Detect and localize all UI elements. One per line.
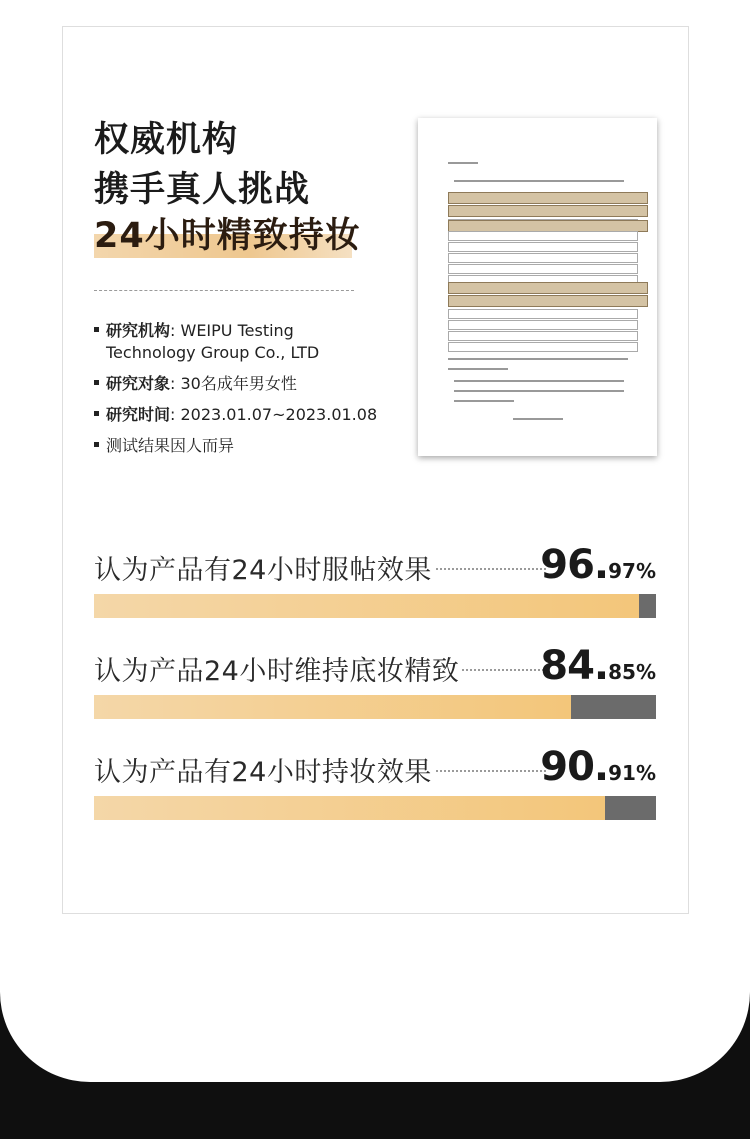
stat-label: 认为产品24小时维持底妆精致 [94,656,460,687]
bullet-icon [94,411,99,416]
study-note: 测试结果因人而异 [94,435,234,457]
headline-line-3: 24小时精致持妆 [94,216,361,256]
study-org: 研究机构: WEIPU Testing Technology Group Co., LTD [94,320,319,364]
stat-value: 84.85% [540,643,656,689]
stat-label: 认为产品有24小时服帖效果 [94,555,432,586]
progress-bar [94,695,656,719]
dashed-divider [94,290,354,291]
stat-value: 96.97% [540,542,656,588]
headline-line-2: 携手真人挑战 [94,170,311,210]
progress-fill [94,594,639,618]
report-document-image [418,118,657,456]
progress-bar [94,594,656,618]
study-time: 研究时间: 2023.01.07~2023.01.08 [94,404,377,426]
progress-fill [94,796,605,820]
leader-dots [462,669,544,671]
bullet-icon [94,442,99,447]
headline-line-1: 权威机构 [94,120,239,160]
progress-bar [94,796,656,820]
study-subject: 研究对象: 30名成年男女性 [94,373,297,395]
progress-fill [94,695,571,719]
leader-dots [436,568,546,570]
bullet-icon [94,327,99,332]
leader-dots [436,770,546,772]
stat-value: 90.91% [540,744,656,790]
bullet-icon [94,380,99,385]
stat-label: 认为产品有24小时持妆效果 [94,757,432,788]
